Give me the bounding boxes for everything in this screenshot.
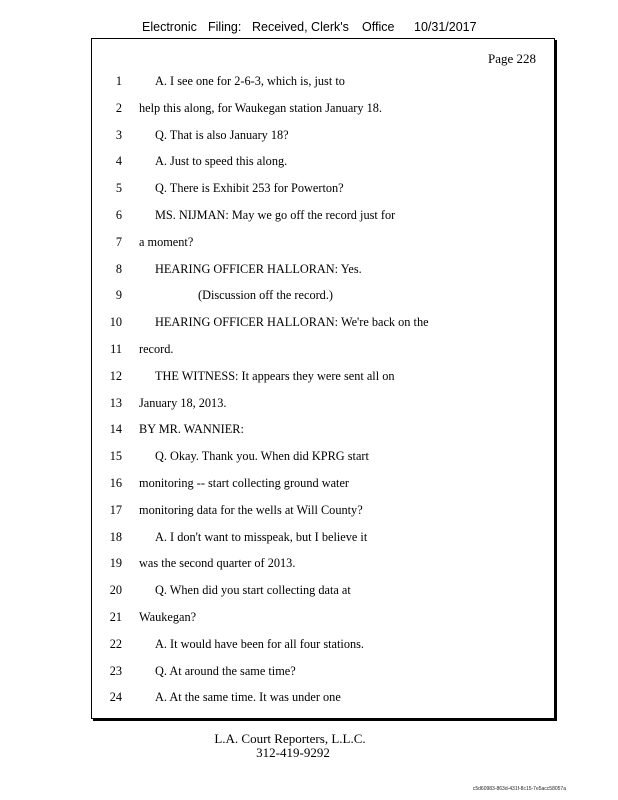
line-number: 10: [109, 315, 122, 330]
line-text: help this along, for Waukegan station January 18.: [139, 100, 382, 115]
line-text: a moment?: [139, 234, 194, 249]
line-text: monitoring data for the wells at Will County?: [139, 502, 363, 517]
transcript-line: [92, 631, 554, 658]
transcript-line: [92, 256, 554, 283]
transcript-line: [92, 309, 554, 336]
line-number: 23: [109, 663, 122, 678]
transcript-line: [92, 577, 554, 604]
line-number: 1: [115, 74, 122, 88]
header-filing: Filing:: [208, 20, 242, 34]
line-number: 18: [109, 529, 122, 544]
transcript-line: [92, 416, 554, 443]
line-number: 14: [109, 422, 122, 437]
header-office: Office: [362, 20, 395, 34]
line-number: 4: [115, 154, 122, 169]
transcript-line: [92, 175, 554, 202]
header-date: 10/31/2017: [414, 20, 477, 34]
line-number: 2: [115, 100, 122, 115]
footer-company: L.A. Court Reporters, L.L.C.: [214, 731, 366, 746]
line-number: 5: [115, 181, 122, 196]
line-text: (Discussion off the record.): [198, 288, 334, 303]
line-number: 16: [109, 475, 122, 490]
transcript-line: [92, 68, 554, 95]
line-text: BY MR. WANNIER:: [139, 422, 244, 437]
header-electronic: Electronic: [142, 20, 197, 34]
line-text: Q. At around the same time?: [155, 663, 296, 678]
footer: [0, 732, 580, 760]
line-text: Waukegan?: [139, 609, 197, 624]
line-number: 15: [109, 449, 122, 464]
line-text: A. I see one for 2-6-3, which is, just to: [155, 74, 345, 88]
transcript-line: [92, 524, 554, 551]
header-received: Received, Clerk's: [252, 20, 349, 34]
line-text: A. It would have been for all four stations.: [155, 636, 364, 651]
line-number: 11: [110, 341, 122, 356]
transcript-line: [92, 604, 554, 631]
transcript-line: [92, 470, 554, 497]
transcript-line: [92, 336, 554, 363]
transcript-line: [92, 658, 554, 685]
line-number: 20: [109, 583, 122, 598]
footer-phone: 312-419-9292: [256, 745, 330, 760]
transcript-line: [92, 95, 554, 122]
transcript-line: [92, 684, 554, 711]
line-text: A. Just to speed this along.: [155, 154, 288, 169]
line-number: 8: [115, 261, 122, 276]
page-number: Page 228: [487, 51, 536, 66]
line-text: Q. When did you start collecting data at: [155, 583, 351, 598]
line-text: record.: [139, 341, 174, 356]
line-number: 13: [109, 395, 122, 410]
line-number: 6: [115, 207, 122, 222]
transcript-line: [92, 497, 554, 524]
transcript-line: [92, 550, 554, 577]
line-text: HEARING OFFICER HALLORAN: We're back on the: [155, 315, 429, 330]
line-number: 19: [109, 556, 122, 571]
line-number: 22: [109, 636, 122, 651]
line-number: 17: [109, 502, 122, 517]
line-text: A. At the same time. It was under one: [155, 690, 341, 705]
transcript-line: [92, 202, 554, 229]
transcript-line: [92, 148, 554, 175]
filing-header: [142, 20, 477, 34]
line-text: January 18, 2013.: [139, 395, 227, 410]
line-number: 7: [115, 234, 122, 249]
transcript-page: [91, 38, 555, 719]
line-text: Q. That is also January 18?: [155, 127, 289, 142]
line-text: monitoring -- start collecting ground water: [139, 475, 350, 490]
transcript-line: [92, 229, 554, 256]
line-number: 21: [109, 609, 122, 624]
document-hash: c5d60983-863d-431f-8c15-7e5acc58057a: [472, 786, 566, 792]
line-text: HEARING OFFICER HALLORAN: Yes.: [155, 261, 362, 276]
line-number: 24: [109, 690, 122, 705]
transcript-lines: [92, 68, 554, 711]
transcript-line: [92, 122, 554, 149]
line-text: A. I don't want to misspeak, but I believe it: [155, 529, 368, 544]
transcript-line: [92, 282, 554, 309]
line-text: was the second quarter of 2013.: [139, 556, 296, 571]
transcript-line: [92, 363, 554, 390]
line-text: Q. There is Exhibit 253 for Powerton?: [155, 181, 344, 196]
line-text: MS. NIJMAN: May we go off the record just for: [155, 207, 396, 222]
line-text: THE WITNESS: It appears they were sent all on: [155, 368, 395, 383]
transcript-line: [92, 443, 554, 470]
line-number: 12: [109, 368, 122, 383]
line-number: 9: [115, 288, 122, 303]
transcript-line: [92, 390, 554, 417]
line-text: Q. Okay. Thank you. When did KPRG start: [155, 449, 369, 464]
line-number: 3: [115, 127, 122, 142]
